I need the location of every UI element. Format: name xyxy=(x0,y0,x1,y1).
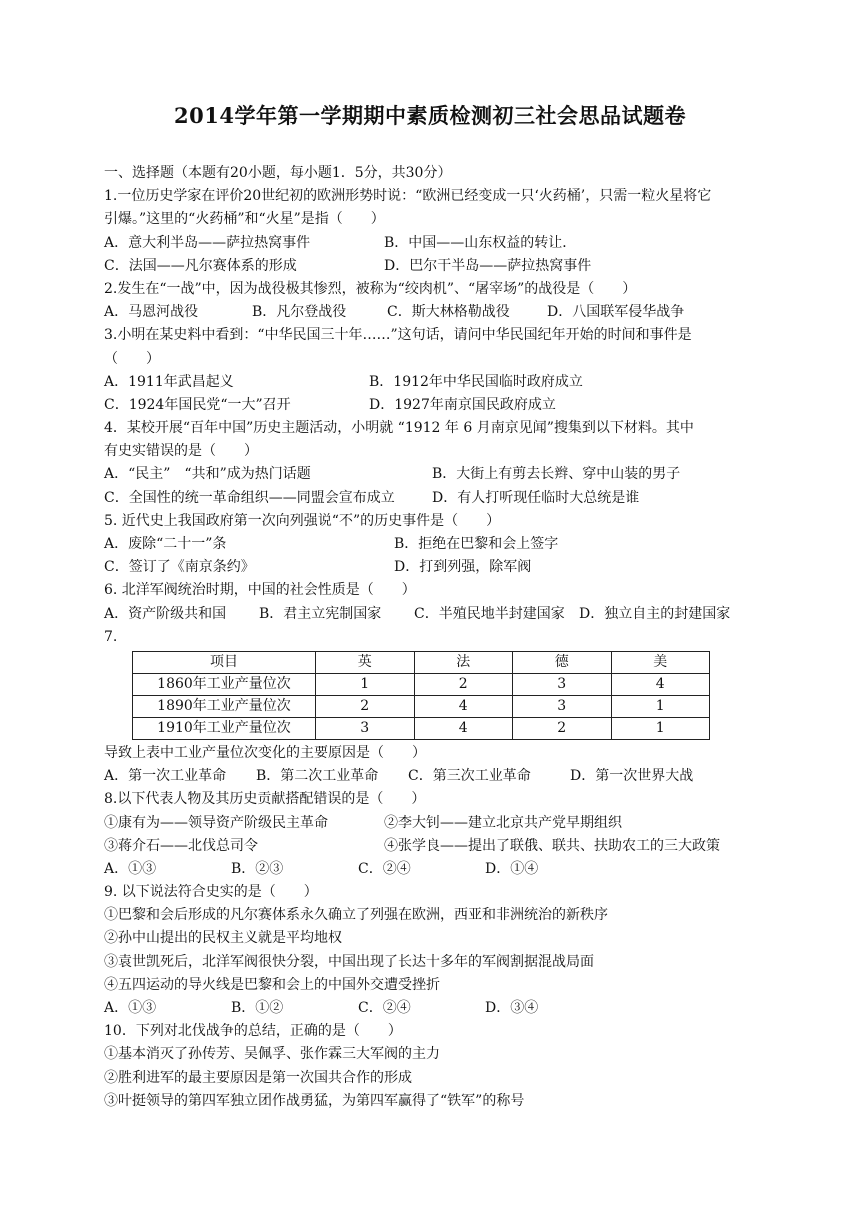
option-a: A．废除“二十一”条 xyxy=(104,536,227,552)
option-c: C．签订了《南京条约》 xyxy=(104,559,255,576)
question-3-options-row1 xyxy=(104,371,764,394)
item-4: ④五四运动的导火线是巴黎和会上的中国外交遭受挫折 xyxy=(104,976,440,993)
item-1: ①巴黎和会后形成的凡尔赛体系永久确立了列强在欧洲，西亚和非洲统治的新秩序 xyxy=(104,907,608,924)
question-2-stem: 2.发生在“一战”中，因为战役极其惨烈，被称为“绞肉机”、“屠宰场”的战役是（ ） xyxy=(104,280,637,297)
table-header-cell: 德 xyxy=(513,651,612,673)
option-b: B．大街上有剪去长辫、穿中山装的男子 xyxy=(432,466,681,483)
question-1-options-row2 xyxy=(104,255,764,278)
question-8-options xyxy=(104,858,764,881)
question-9-stem: 9. 以下说法符合史实的是（ ） xyxy=(104,884,318,901)
option-c: C．半殖民地半封建国家 xyxy=(414,605,565,622)
table-cell: 4 xyxy=(414,695,513,717)
table-cell: 1860年工业产量位次 xyxy=(133,673,316,695)
table-header-cell: 项目 xyxy=(133,651,316,673)
section-heading: 一、选择题（本题有20小题，每小题1．5分，共30分） xyxy=(104,165,452,181)
option-b: B．1912年中华民国临时政府成立 xyxy=(369,373,583,390)
option-d: D．独立自主的封建国家 xyxy=(579,605,731,622)
question-7-options xyxy=(104,765,764,788)
table-cell: 4 xyxy=(414,717,513,739)
option-d: D．巴尔干半岛——萨拉热窝事件 xyxy=(384,257,592,274)
table-row xyxy=(133,673,710,695)
option-a: A．资产阶级共和国 xyxy=(104,605,227,622)
option-c: C．斯大林格勒战役 xyxy=(387,304,510,321)
option-c: C．第三次工业革命 xyxy=(408,768,531,785)
item-2: ②胜利进军的最主要原因是第一次国共合作的形成 xyxy=(104,1069,412,1086)
question-5-options-row2 xyxy=(104,556,764,579)
option-d: D．1927年南京国民政府成立 xyxy=(369,396,556,413)
option-a: A．马恩河战役 xyxy=(104,304,199,321)
option-c: C．1924年国民党“一大”召开 xyxy=(104,396,291,413)
question-8-items-row1 xyxy=(104,812,764,835)
table-header-cell: 英 xyxy=(316,651,415,673)
table-cell: 4 xyxy=(611,673,710,695)
question-5-options-row1 xyxy=(104,533,764,556)
option-b: B．凡尔登战役 xyxy=(252,304,347,321)
question-4-stem-cont: 有史实错误的是（ ） xyxy=(104,443,258,460)
item-3: ③袁世凯死后，北洋军阀很快分裂，中国出现了长达十多年的军阀割据混战局面 xyxy=(104,953,594,970)
question-3-stem-cont: （ ） xyxy=(104,350,160,367)
option-b: B．第二次工业革命 xyxy=(256,768,379,785)
option-d: D．有人打听现任临时大总统是谁 xyxy=(432,489,640,506)
table-header-cell: 美 xyxy=(611,651,710,673)
option-b: B．拒绝在巴黎和会上签字 xyxy=(394,536,559,552)
table-cell: 2 xyxy=(513,717,612,739)
question-4-stem: 4．某校开展“百年中国”历史主题活动，小明就 “1912 年 6 月南京见闻”搜集到以下材料。其中 xyxy=(104,420,694,437)
question-4-options-row2 xyxy=(104,487,764,510)
question-9-options xyxy=(104,997,764,1020)
item-3: ③叶挺领导的第四军独立团作战勇猛，为第四军赢得了“铁军”的称号 xyxy=(104,1092,525,1109)
table-cell: 2 xyxy=(316,695,415,717)
question-1-stem: 1.一位历史学家在评价20世纪初的欧洲形势时说：“欧洲已经变成一只‘火药桶’，只需一粒火星将它 xyxy=(104,188,712,205)
option-d: D．第一次世界大战 xyxy=(570,768,694,785)
table-header-cell: 法 xyxy=(414,651,513,673)
table-header-row xyxy=(133,651,710,673)
question-3-stem: 3.小明在某史料中看到：“中华民国三十年……”这句话，请问中华民国纪年开始的时间和事件是 xyxy=(104,327,692,344)
item-2: ②李大钊——建立北京共产党早期组织 xyxy=(384,814,622,831)
question-8-stem: 8.以下代表人物及其历史贡献搭配错误的是（ ） xyxy=(104,791,426,808)
question-3-options-row2 xyxy=(104,394,764,417)
option-a: A．1911年武昌起义 xyxy=(104,373,234,390)
question-1-options-row1 xyxy=(104,232,764,255)
option-a: A．意大利半岛——萨拉热窝事件 xyxy=(104,234,311,251)
option-b: B．②③ xyxy=(231,860,284,877)
option-c: C．②④ xyxy=(358,860,411,877)
question-6-options xyxy=(104,603,764,626)
table-cell: 1890年工业产量位次 xyxy=(133,695,316,717)
question-8-items-row2 xyxy=(104,835,764,858)
option-d: D．打到列强，除军阀 xyxy=(394,559,532,576)
option-d: D．③④ xyxy=(485,1000,539,1016)
item-1: ①康有为——领导资产阶级民主革命 xyxy=(104,814,328,831)
option-a: A．“民主” “共和”成为热门话题 xyxy=(104,466,311,483)
question-7-number: 7. xyxy=(104,628,118,645)
question-4-options-row1 xyxy=(104,463,764,486)
item-3: ③蒋介石——北伐总司令 xyxy=(104,837,258,854)
question-7-stem: 导致上表中工业产量位次变化的主要原因是（ ） xyxy=(104,744,426,761)
table-cell: 3 xyxy=(513,695,612,717)
question-6-stem: 6. 北洋军阀统治时期，中国的社会性质是（ ） xyxy=(104,582,416,599)
exam-content xyxy=(104,162,764,1113)
table-row xyxy=(133,717,710,739)
industrial-output-table xyxy=(132,651,710,740)
question-1-stem-cont: 引爆。”这里的“火药桶”和“火星”是指（ ） xyxy=(104,211,385,228)
table-cell: 1910年工业产量位次 xyxy=(133,717,316,739)
table-row xyxy=(133,695,710,717)
table-cell: 1 xyxy=(611,695,710,717)
question-2-options xyxy=(104,301,764,324)
option-c: C．全国性的统一革命组织——同盟会宣布成立 xyxy=(104,489,395,506)
exam-title: 2014学年第一学期期中素质检测初三社会思品试题卷 xyxy=(174,103,686,128)
option-a: A．①③ xyxy=(104,1000,157,1016)
table-cell: 1 xyxy=(316,673,415,695)
item-2: ②孙中山提出的民权主义就是平均地权 xyxy=(104,930,342,947)
option-b: B．君主立宪制国家 xyxy=(259,605,382,622)
table-cell: 3 xyxy=(513,673,612,695)
question-5-stem: 5. 近代史上我国政府第一次向列强说“不”的历史事件是（ ） xyxy=(104,512,501,529)
option-c: C．法国——凡尔赛体系的形成 xyxy=(104,257,297,274)
option-a: A．①③ xyxy=(104,860,157,877)
item-4: ④张学良——提出了联俄、联共、扶助农工的三大政策 xyxy=(384,837,720,854)
table-cell: 3 xyxy=(316,717,415,739)
option-c: C．②④ xyxy=(358,1000,411,1016)
item-1: ①基本消灭了孙传芳、吴佩孚、张作霖三大军阀的主力 xyxy=(104,1046,440,1063)
option-b: B．中国——山东权益的转让． xyxy=(384,234,577,251)
option-d: D．①④ xyxy=(485,860,539,877)
table-cell: 2 xyxy=(414,673,513,695)
table-cell: 1 xyxy=(611,717,710,739)
option-a: A．第一次工业革命 xyxy=(104,768,227,785)
option-b: B．①② xyxy=(231,1000,284,1016)
option-d: D．八国联军侵华战争 xyxy=(547,304,685,321)
question-10-stem: 10．下列对北伐战争的总结，正确的是（ ） xyxy=(104,1023,402,1040)
